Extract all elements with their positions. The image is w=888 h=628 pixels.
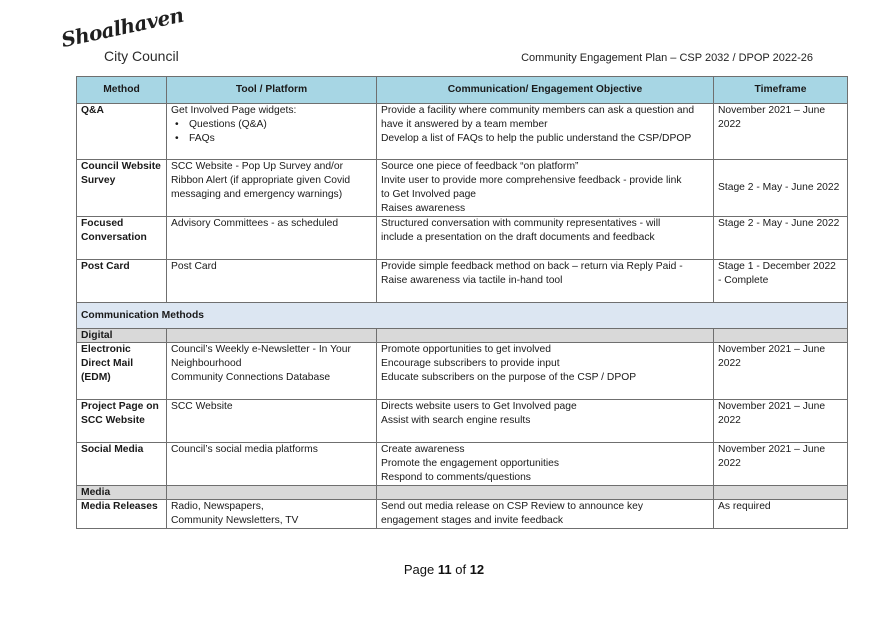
cell-line: 2022 — [718, 415, 741, 426]
cell-line: SCC Website — [171, 401, 233, 412]
cell-line: - Complete — [718, 275, 769, 286]
objective-cell — [377, 343, 714, 400]
cell-line: Council Website — [81, 161, 161, 172]
tool-cell — [167, 160, 377, 217]
cell-line: Provide simple feedback method on back – return via Reply Paid - — [381, 261, 683, 272]
cell-line: Get Involved Page widgets: — [171, 105, 297, 116]
table-header-row — [77, 77, 848, 104]
logo-subtitle: City Council — [104, 48, 179, 64]
cell-line: Stage 1 - December 2022 — [718, 261, 836, 272]
cell-line: Raise awareness via tactile in-hand tool — [381, 275, 563, 286]
subsection-label: Digital — [77, 329, 167, 343]
column-header-tool: Tool / Platform — [167, 77, 377, 104]
cell-line: Educate subscribers on the purpose of the CSP / DPOP — [381, 372, 637, 383]
cell-line: Encourage subscribers to provide input — [381, 358, 560, 369]
empty-cell — [377, 486, 714, 500]
timeframe-cell — [714, 443, 848, 486]
tool-cell — [167, 500, 377, 529]
timeframe-cell — [714, 160, 848, 217]
cell-line: Assist with search engine results — [381, 415, 531, 426]
cell-line: Ribbon Alert (if appropriate given Covid — [171, 175, 351, 186]
timeframe-cell — [714, 400, 848, 443]
objective-cell — [377, 104, 714, 160]
cell-line: SCC Website - Pop Up Survey and/or — [171, 161, 344, 172]
cell-line: include a presentation on the draft documents and feedback — [381, 232, 655, 243]
cell-line: Invite user to provide more comprehensive feedback - provide link — [381, 175, 682, 186]
cell-line: Conversation — [81, 232, 147, 243]
cell-line: 2022 — [718, 358, 741, 369]
bullet-item: • FAQs — [171, 132, 372, 146]
cell-line: Source one piece of feedback “on platform” — [381, 161, 579, 172]
cell-line: Radio, Newspapers, — [171, 501, 264, 512]
council-logo — [59, 2, 188, 72]
cell-line: Promote opportunities to get involved — [381, 344, 551, 355]
table-row — [77, 400, 848, 443]
empty-cell — [377, 329, 714, 343]
timeframe-cell — [714, 217, 848, 260]
cell-line: Survey — [81, 175, 116, 186]
objective-cell — [377, 400, 714, 443]
tool-cell — [167, 400, 377, 443]
cell-line: Advisory Committees - as scheduled — [171, 218, 339, 229]
objective-cell — [377, 217, 714, 260]
cell-line: November 2021 – June — [718, 444, 826, 455]
timeframe-cell — [714, 260, 848, 303]
cell-line: November 2021 – June — [718, 344, 826, 355]
cell-line: Promote the engagement opportunities — [381, 458, 560, 469]
tool-cell — [167, 443, 377, 486]
cell-line: Stage 2 - May - June 2022 — [718, 218, 840, 229]
cell-line: Social Media — [81, 444, 144, 455]
cell-line: Post Card — [171, 261, 217, 272]
section-title: Communication Methods — [77, 303, 848, 329]
cell-line: Post Card — [81, 261, 130, 272]
cell-line: Council’s social media platforms — [171, 444, 318, 455]
timeframe-cell — [714, 104, 848, 160]
cell-line: Stage 2 - May - June 2022 — [718, 182, 840, 193]
cell-line: Electronic — [81, 344, 131, 355]
page-word: Page — [403, 562, 435, 577]
bullet-item: • Questions (Q&A) — [171, 118, 372, 132]
method-cell — [77, 104, 167, 160]
objective-cell — [377, 160, 714, 217]
document-header-title: Community Engagement Plan – CSP 2032 / DPOP 2022-26 — [521, 52, 813, 64]
method-cell — [77, 443, 167, 486]
engagement-plan-table — [76, 76, 848, 529]
cell-line: Provide a facility where community members can ask a question and — [381, 105, 695, 116]
method-cell — [77, 400, 167, 443]
cell-line: Media Releases — [81, 501, 158, 512]
cell-line: Direct Mail — [81, 358, 134, 369]
cell-line: Q&A — [81, 105, 104, 116]
method-cell — [77, 217, 167, 260]
cell-line: Project Page on — [81, 401, 159, 412]
tool-cell — [167, 217, 377, 260]
cell-line: SCC Website — [81, 415, 145, 426]
cell-line: Directs website users to Get Involved page — [381, 401, 577, 412]
cell-line: 2022 — [718, 458, 741, 469]
table-row — [77, 343, 848, 400]
cell-line: to Get Involved page — [381, 189, 477, 200]
tool-cell — [167, 104, 377, 160]
empty-cell — [714, 329, 848, 343]
timeframe-cell — [714, 343, 848, 400]
total-pages-number: 12 — [469, 562, 485, 577]
cell-line: Create awareness — [381, 444, 465, 455]
table-row — [77, 500, 848, 529]
column-header-method: Method — [77, 77, 167, 104]
cell-line: November 2021 – June — [718, 105, 826, 116]
column-header-objective: Communication/ Engagement Objective — [377, 77, 714, 104]
cell-line: 2022 — [718, 119, 741, 130]
current-page-number: 11 — [437, 562, 452, 577]
table-row — [77, 260, 848, 303]
empty-cell — [167, 329, 377, 343]
cell-line: Neighbourhood — [171, 358, 242, 369]
logo-brand: Shoalhaven — [59, 2, 186, 52]
table-row — [77, 160, 848, 217]
empty-cell — [714, 486, 848, 500]
cell-line: Raises awareness — [381, 203, 466, 214]
table-row — [77, 217, 848, 260]
cell-line: have it answered by a team member — [381, 119, 548, 130]
cell-line: Send out media release on CSP Review to announce key — [381, 501, 643, 512]
cell-line: Develop a list of FAQs to help the public understand the CSP/DPOP — [381, 133, 692, 144]
section-row — [77, 303, 848, 329]
page-footer — [0, 562, 888, 577]
method-cell — [77, 500, 167, 529]
cell-line: Respond to comments/questions — [381, 472, 531, 483]
method-cell — [77, 343, 167, 400]
timeframe-cell — [714, 500, 848, 529]
cell-line: (EDM) — [81, 372, 111, 383]
cell-line: messaging and emergency warnings) — [171, 189, 343, 200]
cell-line: Community Connections Database — [171, 372, 331, 383]
empty-cell — [167, 486, 377, 500]
objective-cell — [377, 500, 714, 529]
cell-line: As required — [718, 501, 771, 512]
subsection-row — [77, 329, 848, 343]
tool-cell — [167, 343, 377, 400]
cell-line: Structured conversation with community representatives - will — [381, 218, 661, 229]
cell-line: Community Newsletters, TV — [171, 515, 299, 526]
objective-cell — [377, 443, 714, 486]
table-row — [77, 443, 848, 486]
cell-line: Focused — [81, 218, 124, 229]
subsection-label: Media — [77, 486, 167, 500]
table-row — [77, 104, 848, 160]
objective-cell — [377, 260, 714, 303]
cell-line: November 2021 – June — [718, 401, 826, 412]
method-cell — [77, 160, 167, 217]
method-cell — [77, 260, 167, 303]
of-word: of — [455, 562, 467, 577]
column-header-timeframe: Timeframe — [714, 77, 848, 104]
cell-line: engagement stages and invite feedback — [381, 515, 564, 526]
tool-cell — [167, 260, 377, 303]
subsection-row — [77, 486, 848, 500]
cell-line: Council’s Weekly e-Newsletter - In Your — [171, 344, 351, 355]
